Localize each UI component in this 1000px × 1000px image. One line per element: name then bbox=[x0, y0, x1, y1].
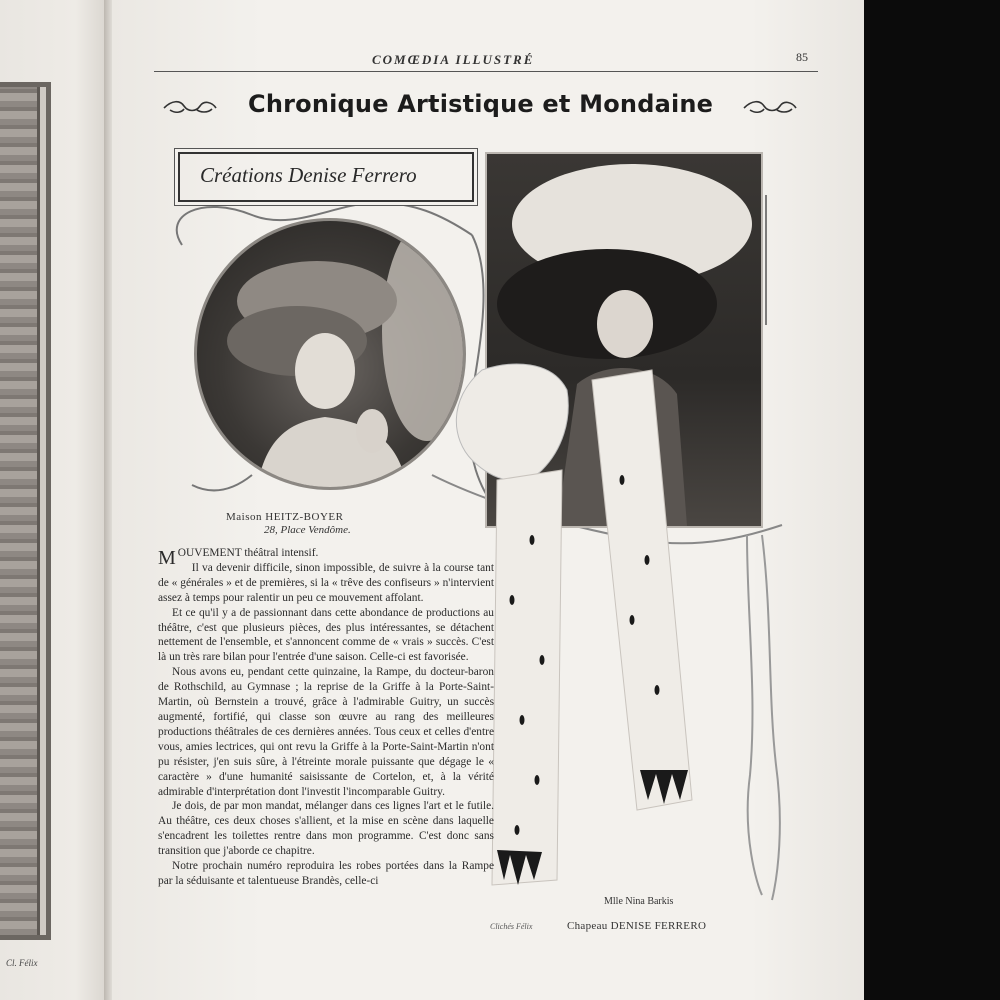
woman-with-hat-photo-icon bbox=[197, 221, 463, 487]
article-body bbox=[158, 546, 494, 889]
running-head: COMŒDIA ILLUSTRÉ bbox=[372, 52, 535, 67]
box-title-frame bbox=[178, 152, 474, 202]
page-number: 85 bbox=[796, 50, 808, 64]
left-facing-page bbox=[0, 0, 108, 1000]
dropcap: M bbox=[158, 547, 176, 569]
left-photo-heitz-boyer bbox=[194, 218, 466, 490]
right-ornament-icon bbox=[742, 100, 798, 116]
caption-address: 28, Place Vendôme. bbox=[264, 524, 351, 536]
caption-photo-credit: Clichés Félix bbox=[490, 922, 533, 931]
left-page-frame-photo bbox=[0, 82, 51, 940]
box-title-text: Créations Denise Ferrero bbox=[200, 163, 417, 187]
article-paragraph: Nous avons eu, pendant cette quinzaine, la Rampe, du docteur-baron de Rothschild, au Gymnase ; la reprise de la Griffe à la Porte-Saint-Martin, où Bernstein a trouvé, grâce à l'admirable Guitry, un succès augmenté, fortifié, qui classe son œuvre au rang des meilleures productions théâtrales de ces dernières années. Tous ceux et celles d'entre vous, amies lectrices, qui ont revu la Griffe à la Porte-Saint-Martin n'ont pu résister, j'en suis sûre, à l'étreinte morale puissante que dégage le « caractère » d'une humanité saisissante de Cortelon, et, à la vérité admirable d'interprétation dont l'investit l'incomparable Guitry. bbox=[158, 666, 494, 798]
article-first-line: MOUVEMENT théâtral intensif. bbox=[158, 547, 319, 569]
left-photo-credit: Cl. Félix bbox=[6, 958, 38, 968]
caption-chapeau: Chapeau DENISE FERRERO bbox=[567, 920, 707, 932]
article-paragraph: Je dois, de par mon mandat, mélanger dans ces lignes l'art et le futile. Au théâtre, ces deux choses s'allient, et la mise en scène dans laquelle s'encadrent les toilettes rentre dans mon programme. C'est donc sans transition que j'aborde ce chapitre. bbox=[158, 800, 494, 858]
article-paragraph: Il va devenir difficile, sinon impossible, de suivre à la course tant de « générales » et de premières, si la « trêve des confiseurs » n'intervient assez à temps pour ralentir un peu ce mouvement affolant. bbox=[158, 561, 494, 604]
article-paragraph: Notre prochain numéro reproduira les robes portées dans la Rampe par la séduisante et talentueuse Brandès, celle-ci bbox=[158, 860, 494, 887]
caption-nina-barkis: Mlle Nina Barkis bbox=[604, 896, 674, 907]
article-paragraph: Et ce qu'il y a de passionnant dans cette abondance de productions au théâtre, c'est que plusieurs pièces, des plus intéressantes, se détachent nettement de l'ensemble, et s'annoncent comme de « vrais » succès. C'est là un très rare bilan pour l'entrée d'une saison. Celle-ci est favorisée. bbox=[158, 606, 494, 664]
caption-maison: Maison HEITZ-BOYER bbox=[226, 511, 344, 523]
magazine-page bbox=[112, 0, 864, 1000]
left-ornament-icon bbox=[162, 100, 218, 116]
header-rule bbox=[154, 71, 818, 72]
page-title: Chronique Artistique et Mondaine bbox=[248, 90, 714, 118]
